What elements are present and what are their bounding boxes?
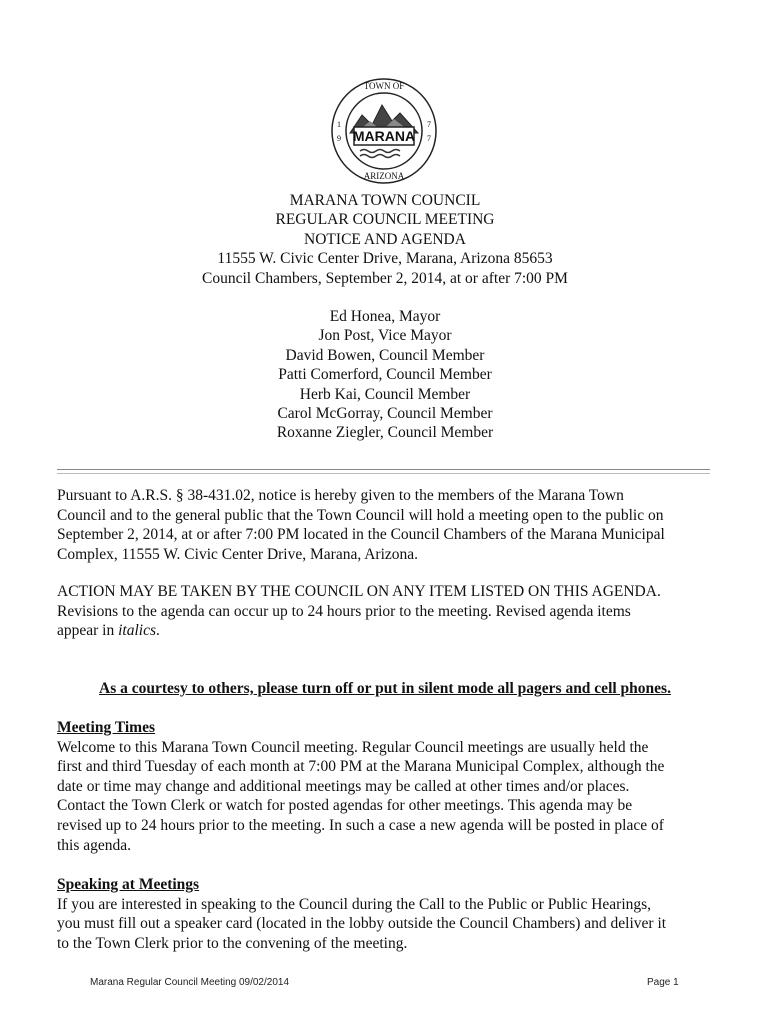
text-line: revised up to 24 hours prior to the meeting. In such a case a new agenda will be posted in place of [57,816,664,834]
section-heading: Meeting Times [57,719,156,736]
council-members-list [0,307,770,443]
council-title: MARANA TOWN COUNCIL [289,192,481,209]
address-line: 11555 W. Civic Center Drive, Marana, Arizona 85653 [217,250,553,268]
seal-year-right-2: 7 [427,134,431,143]
seal-top-text: TOWN OF [363,81,405,91]
text-line: Contact the Town Clerk or watch for posted agendas for other meetings. This agenda may be [57,797,633,815]
council-member: Jon Post, Vice Mayor [318,327,452,345]
council-member: David Bowen, Council Member [285,346,485,364]
speaking-section [57,875,717,953]
seal-year-left-2: 9 [337,134,341,143]
seal-bottom-text: ARIZONA [363,171,405,181]
text-line: you must fill out a speaker card (located in the lobby outside the Council Chambers) and deliver it [57,915,667,933]
text-line: to the Town Clerk prior to the convening of the meeting. [57,934,408,952]
text-line: If you are interested in speaking to the Council during the Call to the Public or Public Hearings, [57,895,652,913]
text-line: this agenda. [57,836,132,854]
text-line: Revisions to the agenda can occur up to 24 hours prior to the meeting. Revised agenda items [57,602,631,620]
meeting-type: REGULAR COUNCIL MEETING [275,211,495,229]
text-line: first and third Tuesday of each month at 7:00 PM at the Marana Municipal Complex, although the [57,758,665,776]
meeting-datetime: Council Chambers, September 2, 2014, at or after 7:00 PM [202,269,568,287]
notice-paragraph [57,486,717,564]
seal-name: MARANA [352,128,416,144]
page-number: Page 1 [647,977,679,988]
text-line: date or time may change and additional meetings may be called at other times and/or places. [57,777,630,795]
meeting-times-section [57,718,717,855]
section-heading: Speaking at Meetings [57,876,200,893]
text-line: Pursuant to A.R.S. § 38-431.02, notice is hereby given to the members of the Marana Town [57,487,624,504]
text-line [57,621,717,641]
seal-year-right-1: 7 [427,120,431,129]
council-member: Patti Comerford, Council Member [278,366,492,384]
council-member: Carol McGorray, Council Member [277,405,493,423]
text-line: September 2, 2014, at or after 7:00 PM located in the Council Chambers of the Marana Municipal [57,526,665,544]
text-fragment: appear in [57,622,119,640]
footer-title: Marana Regular Council Meeting 09/02/2014 [90,977,290,988]
notice-title: NOTICE AND AGENDA [304,230,466,248]
text-line: ACTION MAY BE TAKEN BY THE COUNCIL ON ANY ITEM LISTED ON THIS AGENDA. [57,583,661,600]
text-fragment: . [156,622,160,640]
town-seal-logo [330,75,438,187]
action-paragraph [57,582,717,641]
council-member: Ed Honea, Mayor [329,308,441,325]
horizontal-divider [57,469,710,474]
seal-year-left-1: 1 [337,120,341,129]
italics-word: italics [118,622,156,640]
text-line: Complex, 11555 W. Civic Center Drive, Marana, Arizona. [57,545,419,563]
council-member: Herb Kai, Council Member [299,385,471,403]
courtesy-notice: As a courtesy to others, please turn off or put in silent mode all pagers and cell phones. [99,680,671,697]
council-member: Roxanne Ziegler, Council Member [276,424,494,442]
text-line: Council and to the general public that the Town Council will hold a meeting open to the public on [57,506,664,524]
text-line: Welcome to this Marana Town Council meeting. Regular Council meetings are usually held the [57,738,649,756]
agenda-header [0,191,770,288]
